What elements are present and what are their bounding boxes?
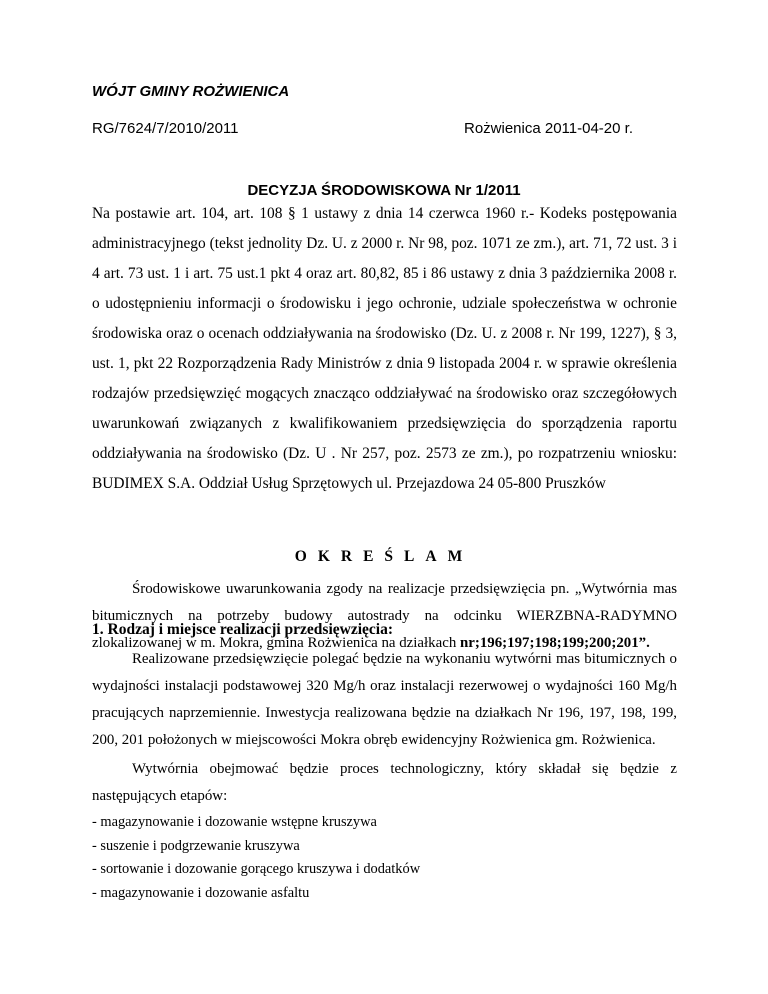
intro-line: społeczeństwa w ochronie środowiska oraz o ocenach oddziaływania na środowisko (Dz. U. z [92, 295, 677, 342]
process-stages-list [92, 811, 420, 905]
list-item: - magazynowanie i dozowanie wstępne kruszywa [92, 814, 377, 830]
intro-line: Sprzętowych ul. Przejazdowa 24 05-800 Pruszków [292, 475, 606, 492]
intro-line: Na postawie art. 104, art. 108 § 1 ustawy z dnia 14 czerwca 1960 r.- Kodeks [92, 205, 587, 222]
process-intro-paragraph [92, 756, 677, 810]
place-date: Rożwienica 2011-04-20 r. [464, 120, 633, 137]
document-title: DECYZJA ŚRODOWISKOWA Nr 1/2011 [247, 182, 521, 199]
intro-line: listopada 2004 r. w sprawie określenia rodzajów przedsięwzięć mogących znacząco [92, 355, 677, 402]
intro-line: kwalifikowaniem przedsięwzięcia do sporządzenia raportu oddziaływania na środowisko (Dz. [92, 415, 677, 462]
process-intro-text: Wytwórnia obejmować będzie proces technologiczny, który składał się będzie z następujących etapów: [92, 761, 677, 804]
intro-line: art. 71, 72 ust. 3 i 4 art. 73 ust. 1 i art. 75 ust.1 pkt 4 oraz art. 80,82, 85 i 86 ustawy z dnia 3 [92, 235, 677, 282]
intro-line: października 2008 r. o udostępnieniu informacji o środowisku i jego ochronie, udziale [92, 265, 677, 312]
plot-numbers: nr;196;197;198;199;200;201”. [460, 635, 650, 651]
decision-paragraph [92, 576, 677, 657]
legal-basis-paragraph [92, 199, 677, 499]
reference-number: RG/7624/7/2010/2011 [92, 120, 239, 137]
verdict-heading: OKREŚLAM [294, 548, 474, 565]
list-item: - magazynowanie i dozowanie asfaltu [92, 884, 310, 901]
intro-line: U . Nr 257, poz. 2573 ze zm.), po rozpatrzeniu wniosku: BUDIMEX S.A. Oddział Usług [92, 445, 678, 492]
intro-line: oddziaływać na środowisko oraz szczegółowych uwarunkowań związanych z [92, 385, 678, 432]
section-1-text: Realizowane przedsięwzięcie polegać będzie na wykonaniu wytwórni mas bitumicznych o wydajności instalacji podstawowej 320 Mg/h oraz instalacji rezerwowej o wydajności 160 Mg/h pracujących naprzemiennie. Inwestycja realizowana będzie na działkach Nr 196, 197, 198, 199, 200, 201 położonych w miejscowości Mokra obręb ewidencyjny Rożwienica gm. Rożwienica. [92, 651, 677, 748]
section-1-title: 1. Rodzaj i miejsce realizacji przedsięwzięcia: [92, 621, 393, 638]
decision-text: Środowiskowe uwarunkowania zgody na realizacje przedsięwzięcia pn. „Wytwórnia mas bitumicznych na potrzeby budowy autostrady na odcinku WIERZBNA-RADYMNO zlokalizowanej w m. Mokra, gmina Rożwienica na działkach [92, 581, 677, 651]
section-1-paragraph [92, 646, 677, 754]
intro-line: postępowania administracyjnego (tekst jednolity Dz. U. z 2000 r. Nr 98, poz. 1071 ze zm.), [92, 205, 677, 252]
list-item: - sortowanie i dozowanie gorącego kruszywa i dodatków [92, 861, 421, 877]
list-item: - suszenie i podgrzewanie kruszywa [92, 837, 300, 854]
intro-line: 2008 r. Nr 199, 1227), § 3, ust. 1, pkt 22 Rozporządzenia Rady Ministrów z dnia 9 [92, 325, 678, 372]
issuer-heading: WÓJT GMINY ROŻWIENICA [92, 83, 290, 100]
